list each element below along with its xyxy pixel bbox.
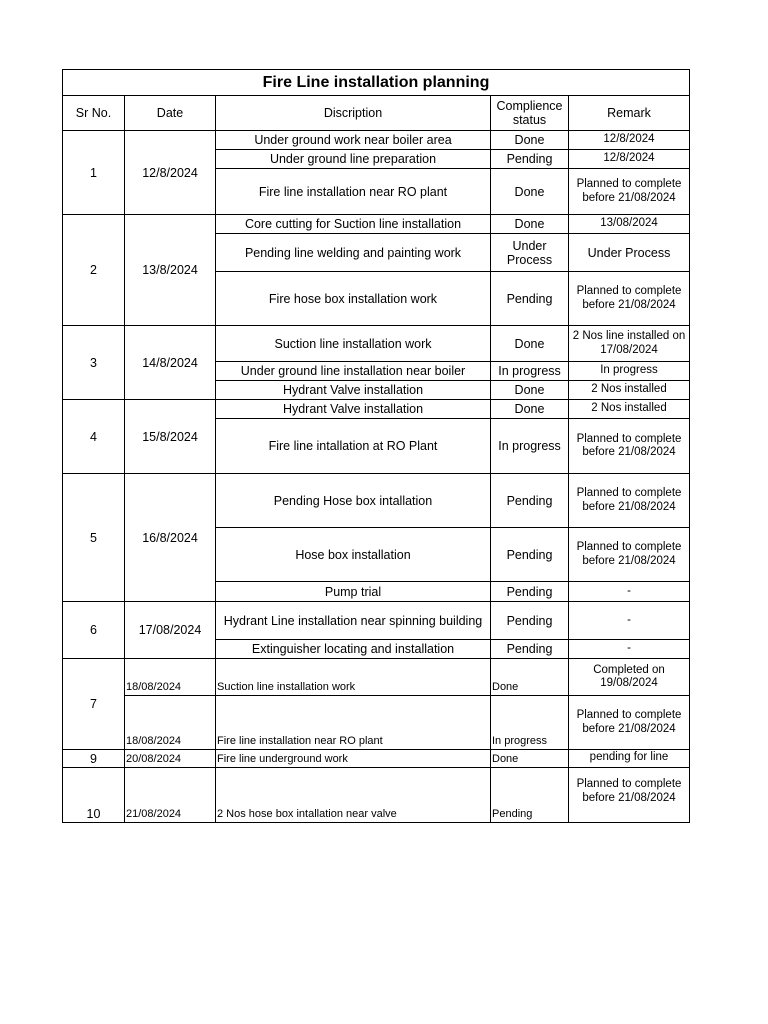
description-cell: Under ground work near boiler area <box>216 131 491 150</box>
header-sr-no: Sr No. <box>63 96 125 131</box>
date-cell: 16/8/2024 <box>125 474 216 602</box>
remark-cell: 12/8/2024 <box>569 131 690 150</box>
sr-cell: 7 <box>63 659 125 750</box>
date-cell: 13/8/2024 <box>125 215 216 326</box>
date-cell: 18/08/2024 <box>125 659 216 696</box>
description-cell: Suction line installation work <box>216 659 491 696</box>
date-cell: 17/08/2024 <box>125 602 216 659</box>
status-cell: Pending <box>491 474 569 528</box>
remark-cell: Planned to complete before 21/08/2024 <box>569 528 690 582</box>
planning-table <box>62 69 690 823</box>
description-cell: Hydrant Line installation near spinning building <box>216 602 491 640</box>
remark-cell: - <box>569 640 690 659</box>
table-row <box>63 659 690 696</box>
description-cell: Pump trial <box>216 582 491 602</box>
description-cell: Fire hose box installation work <box>216 272 491 326</box>
table-row <box>63 215 690 234</box>
table-row <box>63 602 690 640</box>
sr-cell: 9 <box>63 750 125 768</box>
description-cell: Fire line installation near RO plant <box>216 696 491 750</box>
description-cell: Hydrant Valve installation <box>216 400 491 419</box>
sr-cell: 10 <box>63 768 125 823</box>
remark-cell: Planned to complete before 21/08/2024 <box>569 696 690 750</box>
table-row <box>63 696 690 750</box>
status-cell: Done <box>491 215 569 234</box>
sheet-title: Fire Line installation planning <box>63 70 690 96</box>
remark-cell: 2 Nos installed <box>569 381 690 400</box>
date-cell: 18/08/2024 <box>125 696 216 750</box>
description-cell: Core cutting for Suction line installation <box>216 215 491 234</box>
description-cell: 2 Nos hose box intallation near valve <box>216 768 491 823</box>
description-cell: Pending Hose box intallation <box>216 474 491 528</box>
date-cell: 21/08/2024 <box>125 768 216 823</box>
description-cell: Under ground line installation near boiler <box>216 362 491 381</box>
status-cell: Done <box>491 131 569 150</box>
sr-cell: 2 <box>63 215 125 326</box>
sr-cell: 5 <box>63 474 125 602</box>
remark-cell: Planned to complete before 21/08/2024 <box>569 474 690 528</box>
status-cell: Done <box>491 659 569 696</box>
description-cell: Fire line underground work <box>216 750 491 768</box>
date-cell: 20/08/2024 <box>125 750 216 768</box>
description-cell: Fire line intallation at RO Plant <box>216 419 491 474</box>
description-cell: Suction line installation work <box>216 326 491 362</box>
date-cell: 14/8/2024 <box>125 326 216 400</box>
status-cell: Pending <box>491 272 569 326</box>
date-cell: 15/8/2024 <box>125 400 216 474</box>
description-cell: Pending line welding and painting work <box>216 234 491 272</box>
table-row <box>63 474 690 528</box>
table-row <box>63 400 690 419</box>
remark-cell: Planned to complete before 21/08/2024 <box>569 768 690 823</box>
status-cell: In progress <box>491 362 569 381</box>
status-cell: Pending <box>491 528 569 582</box>
remark-cell: 2 Nos line installed on 17/08/2024 <box>569 326 690 362</box>
header-date: Date <box>125 96 216 131</box>
status-cell: Done <box>491 400 569 419</box>
remark-cell: Completed on 19/08/2024 <box>569 659 690 696</box>
description-cell: Under ground line preparation <box>216 150 491 169</box>
header-description: Discription <box>216 96 491 131</box>
status-cell: Pending <box>491 582 569 602</box>
header-status: Complience status <box>491 96 569 131</box>
status-cell: In progress <box>491 419 569 474</box>
status-cell: Pending <box>491 150 569 169</box>
header-remark: Remark <box>569 96 690 131</box>
status-cell: In progress <box>491 696 569 750</box>
status-cell: Under Process <box>491 234 569 272</box>
table-row <box>63 326 690 362</box>
status-cell: Pending <box>491 602 569 640</box>
status-cell: Done <box>491 750 569 768</box>
sr-cell: 1 <box>63 131 125 215</box>
table-row <box>63 768 690 823</box>
date-cell: 12/8/2024 <box>125 131 216 215</box>
status-cell: Done <box>491 326 569 362</box>
remark-cell: Under Process <box>569 234 690 272</box>
remark-cell: - <box>569 602 690 640</box>
remark-text: pending for line <box>589 751 669 763</box>
remark-cell <box>569 750 690 768</box>
sr-cell: 4 <box>63 400 125 474</box>
description-cell: Hydrant Valve installation <box>216 381 491 400</box>
remark-cell: In progress <box>569 362 690 381</box>
description-cell: Fire line installation near RO plant <box>216 169 491 215</box>
remark-cell: - <box>569 582 690 602</box>
remark-cell: Planned to complete before 21/08/2024 <box>569 169 690 215</box>
table-row <box>63 750 690 768</box>
table-row <box>63 131 690 150</box>
status-cell: Done <box>491 169 569 215</box>
remark-cell: 13/08/2024 <box>569 215 690 234</box>
description-cell: Hose box installation <box>216 528 491 582</box>
status-cell: Pending <box>491 640 569 659</box>
remark-cell: 12/8/2024 <box>569 150 690 169</box>
remark-cell: 2 Nos installed <box>569 400 690 419</box>
remark-cell: Planned to complete before 21/08/2024 <box>569 272 690 326</box>
remark-cell: Planned to complete before 21/08/2024 <box>569 419 690 474</box>
description-cell: Extinguisher locating and installation <box>216 640 491 659</box>
status-cell: Pending <box>491 768 569 823</box>
sr-cell: 3 <box>63 326 125 400</box>
status-cell: Done <box>491 381 569 400</box>
sr-cell: 6 <box>63 602 125 659</box>
